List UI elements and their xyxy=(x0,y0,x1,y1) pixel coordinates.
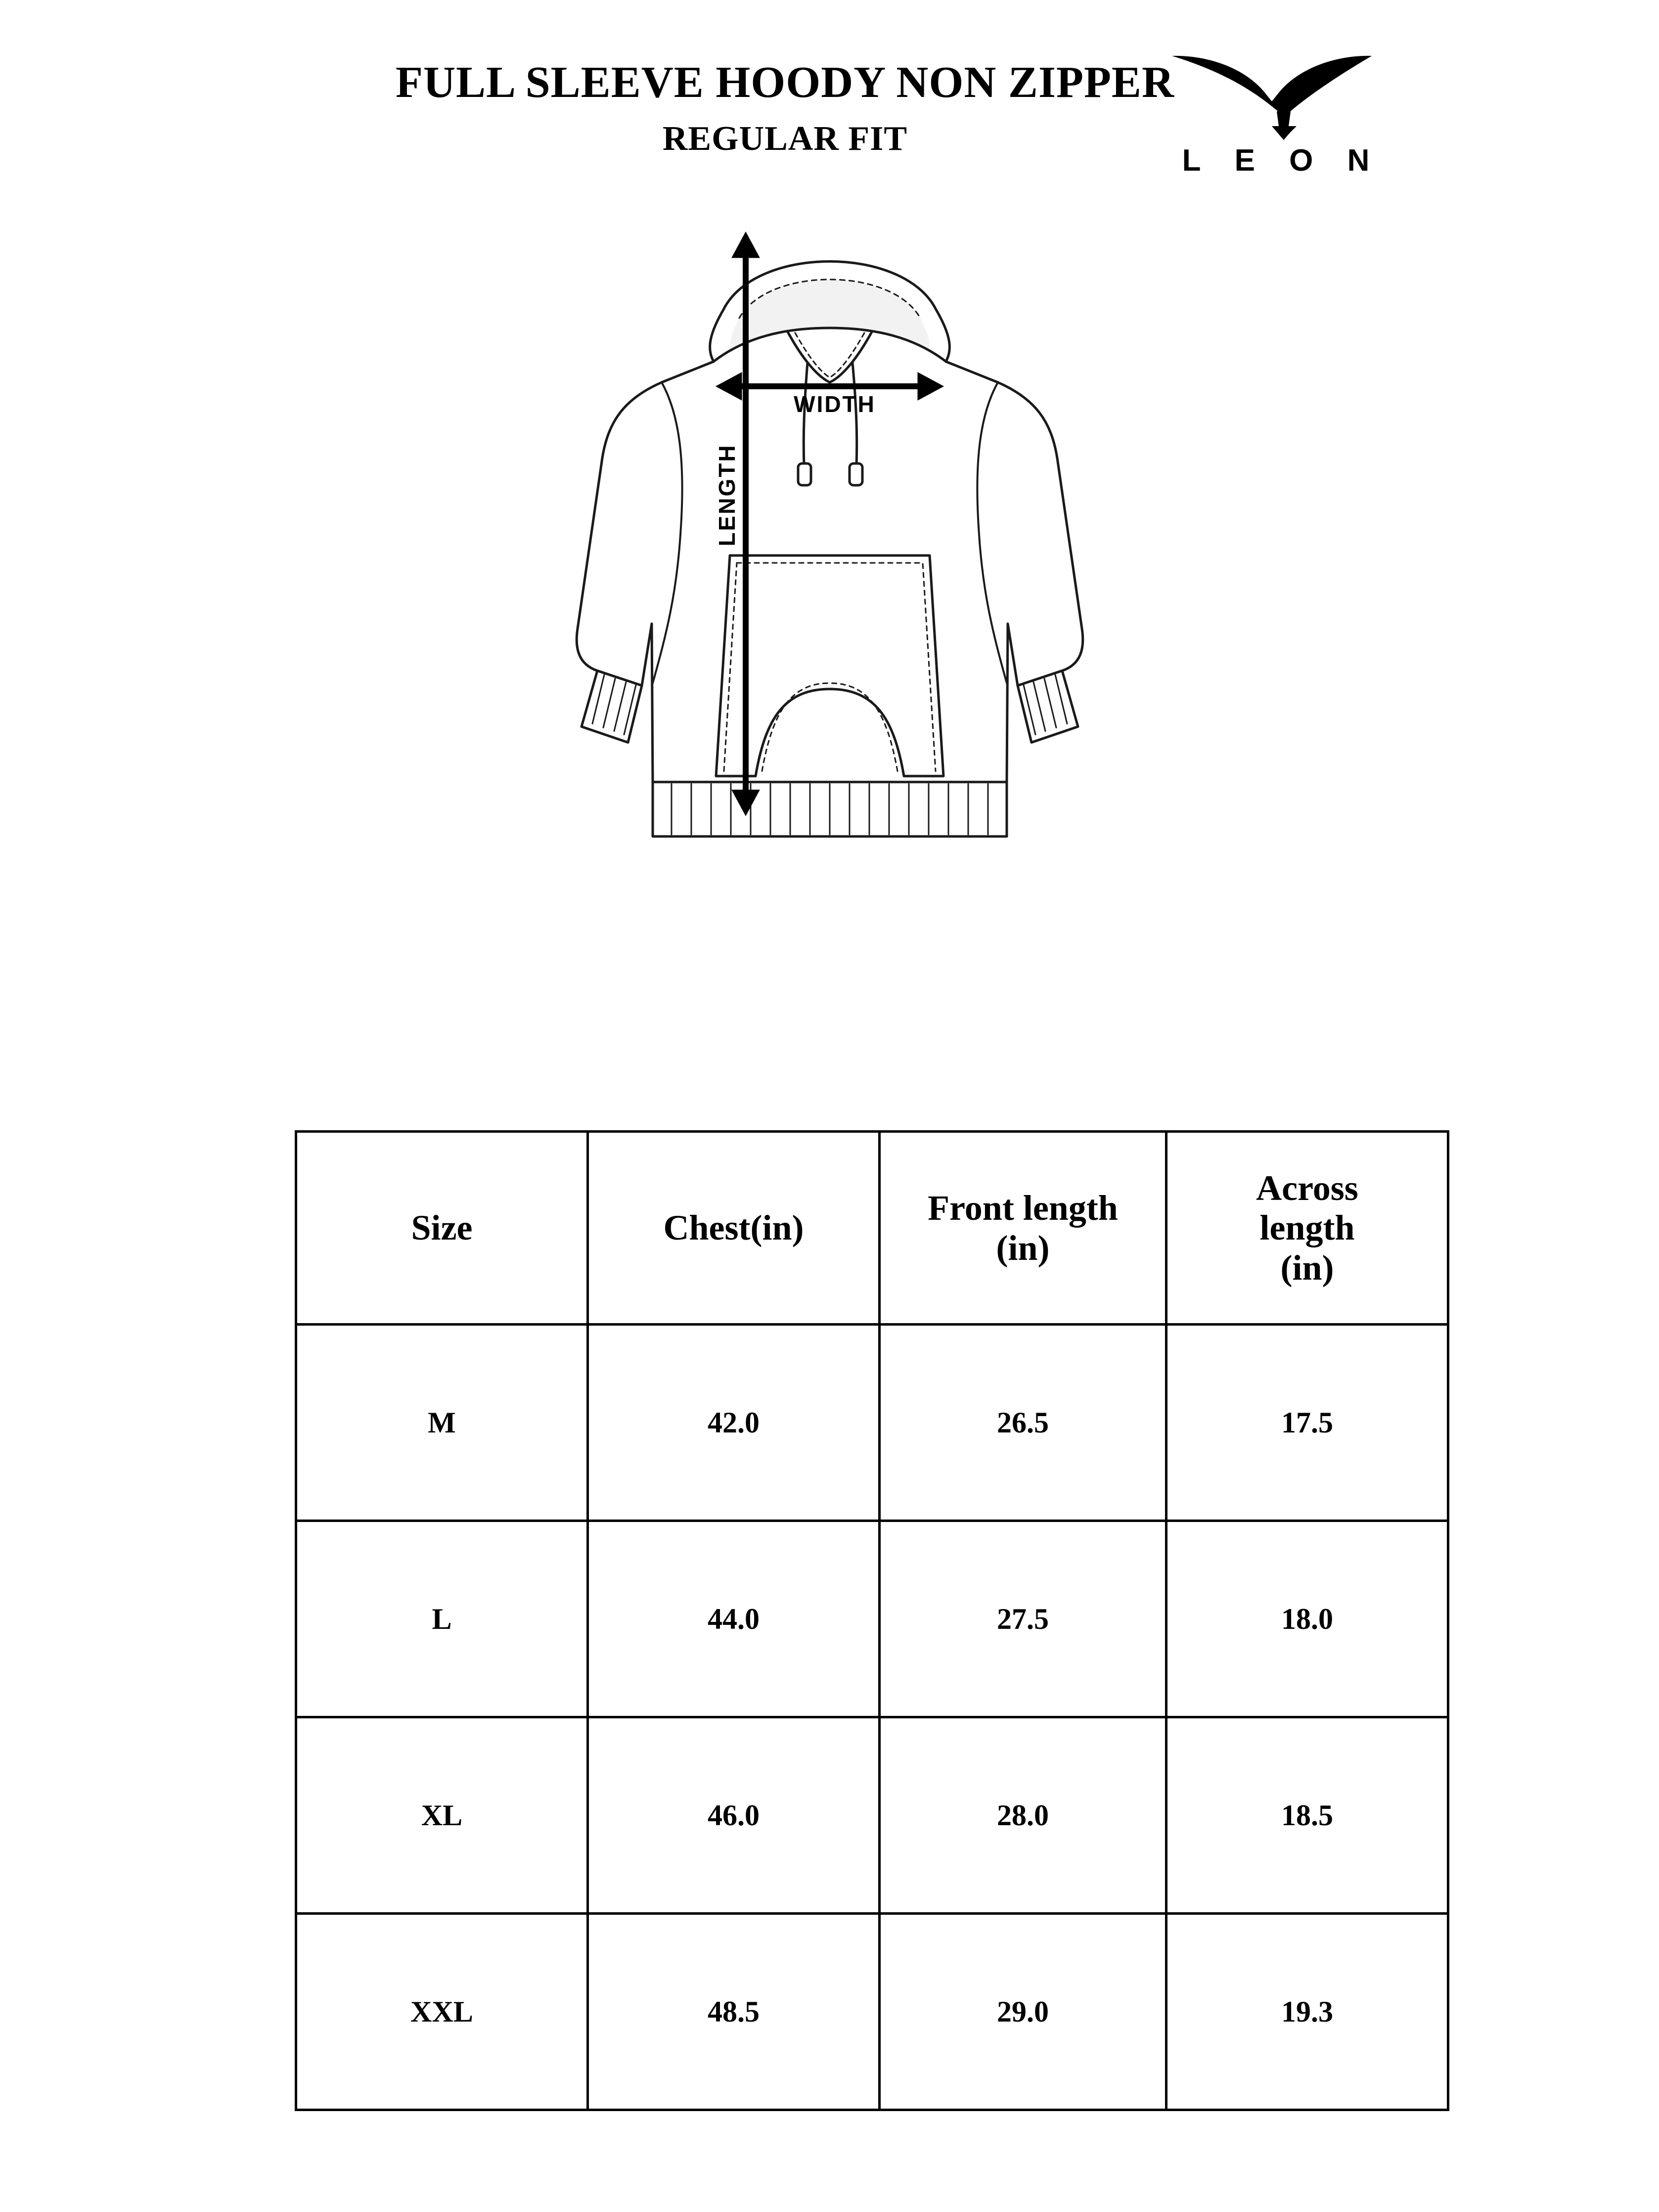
column-header-chest: Chest(in) xyxy=(588,1132,880,1325)
table-header-row xyxy=(296,1132,1448,1325)
cell-front-length: 27.5 xyxy=(880,1521,1166,1717)
table-row xyxy=(296,1717,1448,1914)
cell-front-length: 28.0 xyxy=(880,1717,1166,1914)
table-row xyxy=(296,1521,1448,1717)
column-header-across-length xyxy=(1166,1132,1448,1325)
brand-name: L E O N xyxy=(1182,143,1383,178)
cell-chest: 42.0 xyxy=(588,1325,880,1521)
cell-size: XL xyxy=(296,1717,588,1914)
brand-logo xyxy=(1167,52,1385,200)
cell-size: M xyxy=(296,1325,588,1521)
column-header-front-length-line1: Front length xyxy=(928,1188,1118,1228)
cell-across-length: 18.0 xyxy=(1166,1521,1448,1717)
table-row xyxy=(296,1914,1448,2110)
hoodie-illustration xyxy=(0,188,1659,1029)
cell-size: L xyxy=(296,1521,588,1717)
table-body xyxy=(296,1325,1448,2110)
page-header xyxy=(0,0,1659,178)
leon-bird-logo-icon xyxy=(1167,52,1385,146)
column-header-across-length-line3: (in) xyxy=(1280,1247,1334,1288)
cell-across-length: 18.5 xyxy=(1166,1717,1448,1914)
cell-chest: 48.5 xyxy=(588,1914,880,2110)
length-label: LENGTH xyxy=(714,443,740,547)
table-row xyxy=(296,1325,1448,1521)
cell-across-length: 17.5 xyxy=(1166,1325,1448,1521)
cell-chest: 44.0 xyxy=(588,1521,880,1717)
hoodie-technical-drawing xyxy=(498,188,1161,990)
cell-across-length: 19.3 xyxy=(1166,1914,1448,2110)
cell-chest: 46.0 xyxy=(588,1717,880,1914)
column-header-front-length-line2: (in) xyxy=(996,1228,1050,1268)
size-chart-table xyxy=(295,1130,1449,2111)
width-label: WIDTH xyxy=(793,391,876,417)
column-header-front-length xyxy=(880,1132,1166,1325)
size-chart-table-wrapper xyxy=(295,1130,1447,2111)
column-header-size: Size xyxy=(296,1132,588,1325)
column-header-across-length-line1: Across xyxy=(1256,1168,1358,1208)
column-header-across-length-line2: length xyxy=(1259,1208,1355,1248)
cell-size: XXL xyxy=(296,1914,588,2110)
cell-front-length: 29.0 xyxy=(880,1914,1166,2110)
page-title: FULL SLEEVE HOODY NON ZIPPER xyxy=(396,58,1174,107)
table-header xyxy=(296,1132,1448,1325)
cell-front-length: 26.5 xyxy=(880,1325,1166,1521)
page-subtitle: REGULAR FIT xyxy=(662,119,908,158)
